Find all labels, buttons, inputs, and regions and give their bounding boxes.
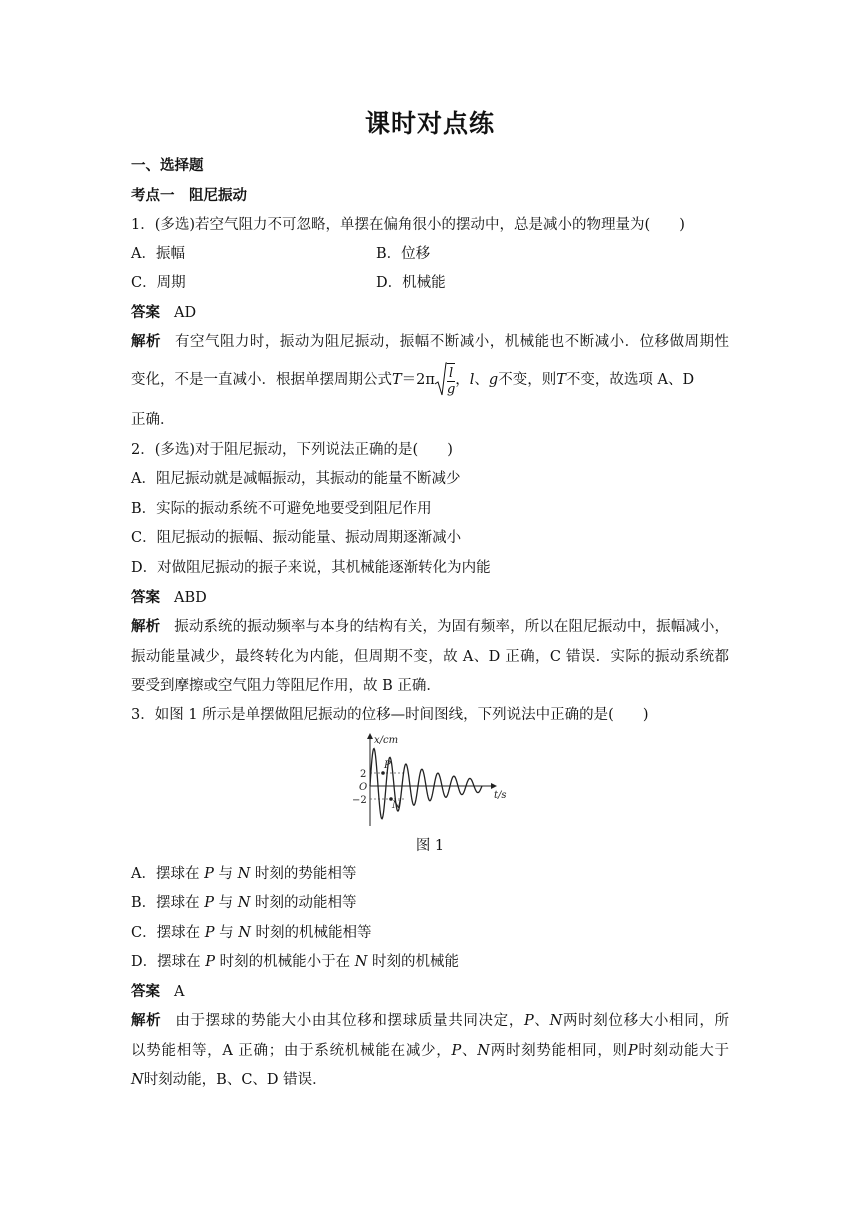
- q2-analysis-line-2: 振动能量减少，最终转化为内能，但周期不变，故 A、D 正确，C 错误．实际的振动系统都: [131, 649, 729, 665]
- point-p-marker: [381, 771, 385, 775]
- q1-analysis-line-2: 变化，不是一直减小．根据单摆周期公式T＝2π $\frac{l}{g}$ ，l、g不变，则T不变，故选项 A、D: [131, 362, 694, 398]
- q3-analysis-line-1: 解析 由于摆球的势能大小由其位移和摆球质量共同决定，P、N两时刻位移大小相同，所: [131, 1013, 730, 1029]
- section-heading: 一、选择题: [131, 158, 204, 174]
- q2-answer-value: ABD: [174, 590, 207, 606]
- q3-answer: 答案 A: [131, 984, 185, 1000]
- topic-heading: 考点一 阻尼振动: [131, 188, 247, 204]
- formula-denominator: g: [446, 382, 456, 397]
- point-n-label: N: [392, 800, 401, 811]
- formula-numerator: l: [447, 366, 455, 382]
- page-title: 课时对点练: [364, 109, 495, 138]
- q2-analysis-line-1: 解析 振动系统的振动频率与本身的结构有关，为固有频率，所以在阻尼振动中，振幅减小，: [131, 619, 730, 635]
- q1-answer-value: AD: [174, 305, 197, 321]
- q2-analysis-line-3: 要受到摩擦或空气阻力等阻尼作用，故 B 正确．: [131, 678, 441, 694]
- q2-answer: 答案 ABD: [131, 590, 207, 606]
- damped-oscillation-figure: [346, 730, 516, 830]
- q3-option-a: A．摆球在 P 与 N 时刻的势能相等: [131, 866, 357, 882]
- q1-answer: [131, 303, 196, 323]
- q2-option-b: B．实际的振动系统不可避免地要受到阻尼作用: [131, 501, 432, 517]
- figure-caption: 图 1: [415, 838, 445, 854]
- q3-option-d: D．摆球在 P 时刻的机械能小于在 N 时刻的机械能: [131, 954, 460, 970]
- q1-option-a: A．振幅: [131, 246, 185, 262]
- q1-analysis-line-1: 解析 有空气阻力时，振动为阻尼振动，振幅不断减小，机械能也不断减小．位移做周期性: [131, 334, 730, 350]
- q2-option-c: C．阻尼振动的振幅、振动能量、振动周期逐渐减小: [131, 530, 462, 546]
- q3-option-b: B．摆球在 P 与 N 时刻的动能相等: [131, 895, 357, 911]
- sqrt-sign: [435, 362, 455, 398]
- answer-label: 答案: [131, 305, 160, 321]
- q1-option-b: B．位移: [376, 246, 431, 262]
- q2-stem: 2．(多选)对于阻尼振动，下列说法正确的是( ): [131, 442, 453, 458]
- q3-stem: 3．如图 1 所示是单摆做阻尼振动的位移—时间图线，下列说法中正确的是( ): [131, 707, 649, 723]
- q3-answer-value: A: [174, 984, 185, 1000]
- q1-stem: 1．(多选)若空气阻力不可忽略，单摆在偏角很小的摆动中，总是减小的物理量为( ): [131, 217, 685, 233]
- analysis-label: 解析: [131, 334, 161, 350]
- point-p-label: P: [384, 760, 391, 771]
- formula-T: T: [392, 372, 402, 388]
- origin-label: O: [359, 782, 368, 793]
- x-axis-label: t/s: [494, 790, 507, 801]
- q1-option-d: D．机械能: [376, 275, 446, 291]
- q2-option-d: D．对做阻尼振动的振子来说，其机械能逐渐转化为内能: [131, 560, 491, 576]
- tick-pos-label: 2: [360, 769, 367, 780]
- q1-analysis-line-3: 正确．: [131, 412, 175, 428]
- q3-analysis-line-2: 以势能相等，A 正确；由于系统机械能在减少，P、N两时刻势能相同，则P时刻动能大于: [131, 1043, 730, 1059]
- tick-neg-label: −2: [352, 795, 367, 806]
- y-axis-label: x/cm: [374, 735, 399, 746]
- q2-option-a: A．阻尼振动就是减幅振动，其振动的能量不断减少: [131, 471, 461, 487]
- q3-option-c: C．摆球在 P 与 N 时刻的机械能相等: [131, 925, 372, 941]
- q1-option-c: C．周期: [131, 275, 186, 291]
- q3-analysis-line-3: N时刻动能，B、C、D 错误．: [131, 1072, 327, 1088]
